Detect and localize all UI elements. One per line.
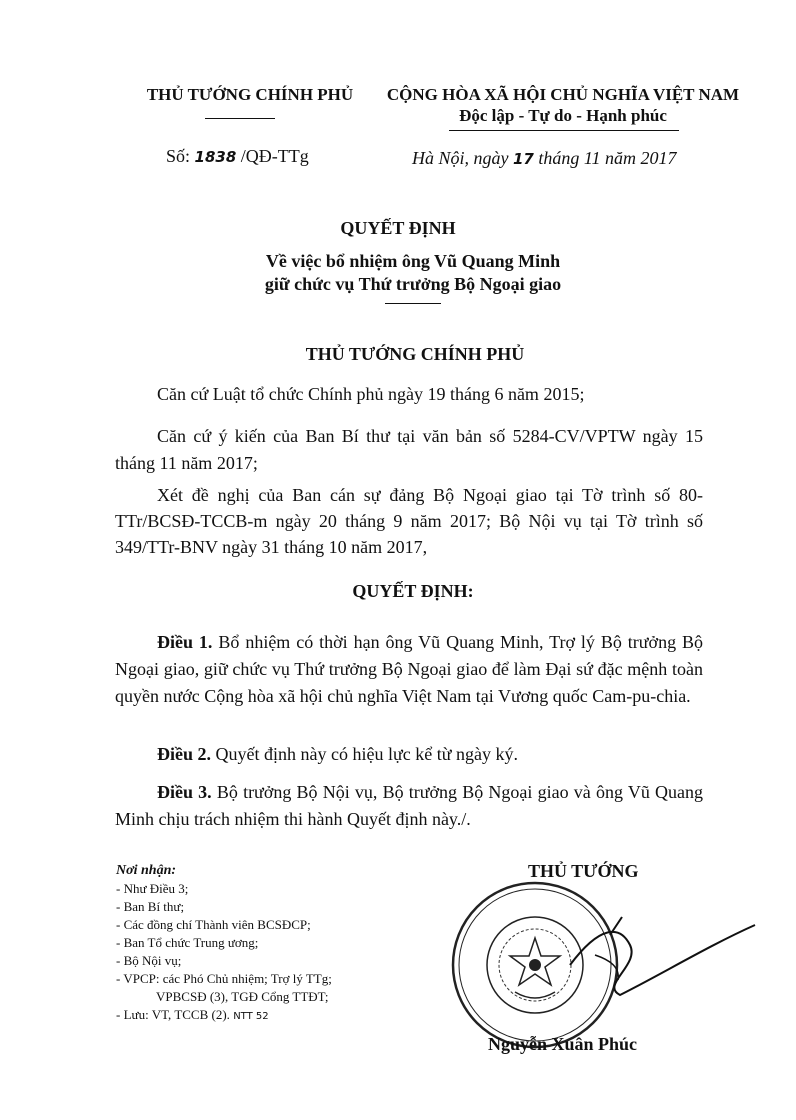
- article-1: [115, 629, 703, 710]
- recipient-item: VPBCSĐ (3), TGĐ Cổng TTĐT;: [156, 989, 329, 1004]
- article-1-text: Bổ nhiệm có thời hạn ông Vũ Quang Minh, Trợ lý Bộ trưởng Bộ Ngoại giao, giữ chức vụ Thứ trưởng Bộ Ngoại giao để làm Đại sứ đặc mệnh toàn quyền nước Cộng hòa xã hội chủ nghĩa Việt Nam tại Vương quốc Cam-pu-chia.: [115, 632, 704, 706]
- decide-heading: QUYẾT ĐỊNH:: [352, 581, 474, 601]
- recipients-heading: Nơi nhận:: [116, 863, 177, 878]
- document-number: [166, 146, 309, 167]
- number-suffix: /QĐ-TTg: [240, 146, 309, 166]
- agency-underline: [205, 118, 275, 119]
- article-3-text: Bộ trưởng Bộ Nội vụ, Bộ trưởng Bộ Ngoại giao và ông Vũ Quang Minh chịu trách nhiệm thi hành Quyết định này./.: [115, 782, 703, 829]
- recipient-item: - Ban Bí thư;: [116, 899, 185, 914]
- recipients: [116, 862, 436, 1026]
- place-date: [412, 148, 677, 169]
- article-2-label: Điều 2.: [157, 744, 211, 764]
- authority-heading: THỦ TƯỚNG CHÍNH PHỦ: [305, 344, 525, 364]
- place-date-prefix: Hà Nội, ngày: [412, 148, 509, 168]
- article-3: [115, 779, 703, 833]
- subject-line-1: Về việc bổ nhiệm ông Vũ Quang Minh: [265, 251, 561, 271]
- recipient-item: - Ban Tổ chức Trung ương;: [116, 935, 259, 950]
- national-motto: Độc lập - Tự do - Hạnh phúc: [459, 106, 667, 125]
- place-date-suffix: tháng 11 năm 2017: [538, 148, 677, 168]
- basis-3: Xét đề nghị của Ban cán sự đảng Bộ Ngoại giao tại Tờ trình số 80-TTr/BCSĐ-TCCB-m ngày 20 tháng 9 năm 2017; Bộ Nội vụ tại Tờ trình số 349/TTr-BNV ngày 31 tháng 10 năm 2017,: [115, 485, 703, 557]
- recipient-item: - Như Điều 3;: [116, 881, 189, 896]
- basis-2: Căn cứ ý kiến của Ban Bí thư tại văn bản số 5284-CV/VPTW ngày 15 tháng 11 năm 2017;: [115, 426, 703, 473]
- day-handwritten: 17: [513, 150, 534, 168]
- national-title: CỘNG HÒA XÃ HỘI CHỦ NGHĨA VIỆT NAM: [386, 85, 740, 104]
- number-handwritten: 1838: [194, 148, 237, 166]
- article-3-label: Điều 3.: [157, 782, 212, 802]
- recipient-item-text: - Lưu: VT, TCCB (2).: [116, 1007, 230, 1022]
- signer-title: THỦ TƯỚNG: [528, 861, 639, 881]
- number-prefix: Số:: [166, 146, 191, 166]
- signer-name: Nguyễn Xuân Phúc: [488, 1034, 638, 1054]
- signature-mark-icon: [560, 905, 760, 1025]
- recipient-item: - Bộ Nội vụ;: [116, 953, 182, 968]
- article-2-text: Quyết định này có hiệu lực kể từ ngày ký.: [215, 744, 518, 764]
- recipient-item: [116, 1006, 436, 1026]
- clerk-mark: NTT 52: [233, 1011, 269, 1022]
- recipient-item: - Các đồng chí Thành viên BCSĐCP;: [116, 917, 311, 932]
- subject-line-2: giữ chức vụ Thứ trưởng Bộ Ngoại giao: [264, 274, 562, 294]
- title-underline: [385, 303, 441, 304]
- article-2: [115, 741, 703, 768]
- document-type: QUYẾT ĐỊNH: [340, 218, 456, 238]
- article-1-label: Điều 1.: [157, 632, 213, 652]
- motto-underline: [449, 130, 679, 131]
- basis-1: Căn cứ Luật tổ chức Chính phủ ngày 19 tháng 6 năm 2015;: [157, 384, 585, 404]
- issuing-agency: THỦ TƯỚNG CHÍNH PHỦ: [146, 85, 354, 104]
- recipient-item: - VPCP: các Phó Chủ nhiệm; Trợ lý TTg;: [116, 971, 332, 986]
